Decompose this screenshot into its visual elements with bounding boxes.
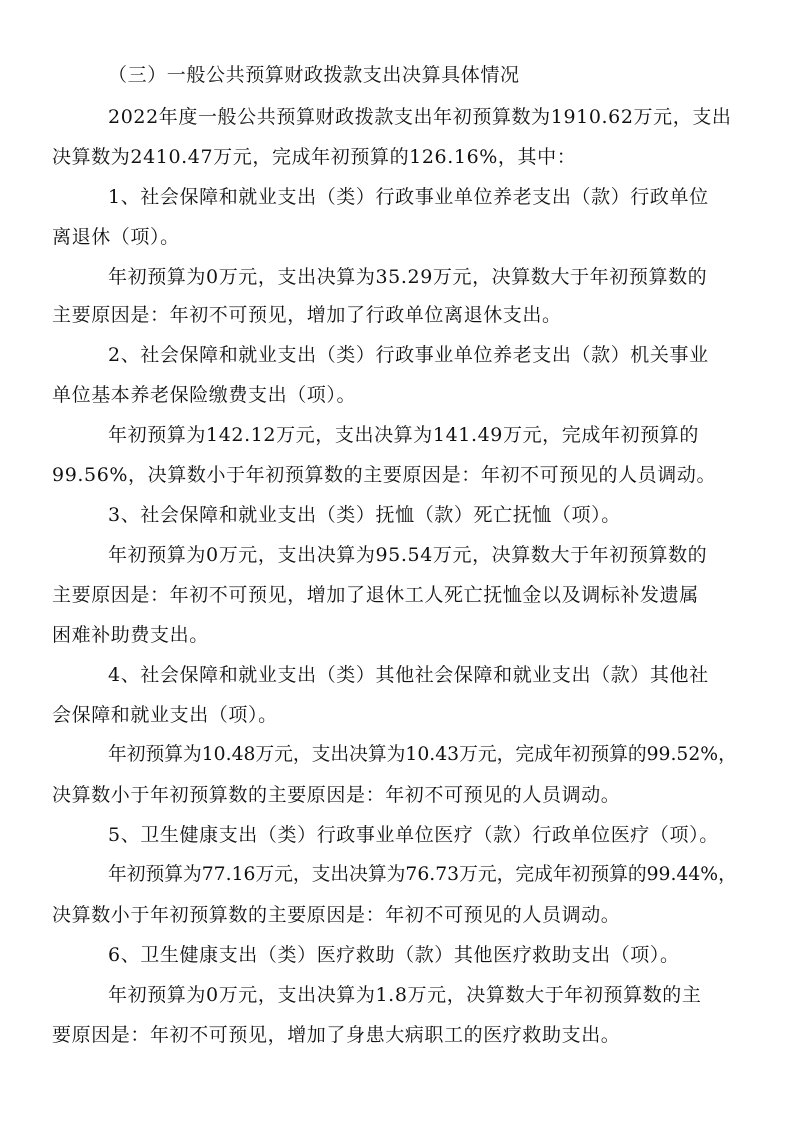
item-2-title-line-1: 2、社会保障和就业支出（类）行政事业单位养老支出（款）机关事业: [108, 344, 709, 366]
item-6-body-line-2: 要原因是：年初不可预见，增加了身患大病职工的医疗救助支出。: [52, 1024, 621, 1046]
item-3-body-line-3: 困难补助费支出。: [52, 624, 209, 646]
item-6-body-line-1: 年初预算为0万元，支出决算为1.8万元，决算数大于年初预算数的主: [108, 984, 702, 1006]
item-1-body-line-2: 主要原因是：年初不可预见，增加了行政单位离退休支出。: [52, 304, 562, 326]
item-4-body-line-2: 决算数小于年初预算数的主要原因是：年初不可预见的人员调动。: [52, 784, 621, 806]
item-5-body-line-1: 年初预算为77.16万元，支出决算为76.73万元，完成年初预算的99.44%，: [108, 864, 737, 885]
item-1-title-line-2: 离退休（项）。: [52, 226, 180, 248]
item-2-body-line-1: 年初预算为142.12万元，支出决算为141.49万元，完成年初预算的: [108, 424, 699, 446]
item-6-title-line-1: 6、卫生健康支出（类）医疗救助（款）其他医疗救助支出（项）。: [108, 944, 680, 966]
item-4-title-line-1: 4、社会保障和就业支出（类）其他社会保障和就业支出（款）其他社: [108, 664, 709, 686]
item-5-body-line-2: 决算数小于年初预算数的主要原因是：年初不可预见的人员调动。: [52, 904, 621, 926]
item-3-body-line-1: 年初预算为0万元，支出决算为95.54万元，决算数大于年初预算数的: [108, 544, 708, 566]
item-3-body-line-2: 主要原因是：年初不可预见，增加了退休工人死亡抚恤金以及调标补发遗属: [52, 584, 699, 606]
section-heading: （三）一般公共预算财政拨款支出决算具体情况: [108, 64, 520, 86]
item-2-title-line-2: 单位基本养老保险缴费支出（项）。: [52, 384, 357, 406]
item-5-title-line-1: 5、卫生健康支出（类）行政事业单位医疗（款）行政单位医疗（项）。: [108, 824, 719, 846]
item-4-title-line-2: 会保障和就业支出（项）。: [52, 704, 278, 726]
summary-line-2: 决算数为2410.47万元，完成年初预算的126.16%，其中：: [52, 146, 577, 168]
item-3-title-line-1: 3、社会保障和就业支出（类）抚恤（款）死亡抚恤（项）。: [108, 504, 621, 526]
item-1-title-line-1: 1、社会保障和就业支出（类）行政事业单位养老支出（款）行政单位: [108, 186, 709, 208]
summary-line-1: 2022年度一般公共预算财政拨款支出年初预算数为1910.62万元，支出: [108, 106, 732, 128]
item-2-body-line-2: 99.56%，决算数小于年初预算数的主要原因是：年初不可预见的人员调动。: [52, 464, 717, 486]
item-1-body-line-1: 年初预算为0万元，支出决算为35.29万元，决算数大于年初预算数的: [108, 266, 708, 288]
item-4-body-line-1: 年初预算为10.48万元，支出决算为10.43万元，完成年初预算的99.52%，: [108, 744, 737, 765]
